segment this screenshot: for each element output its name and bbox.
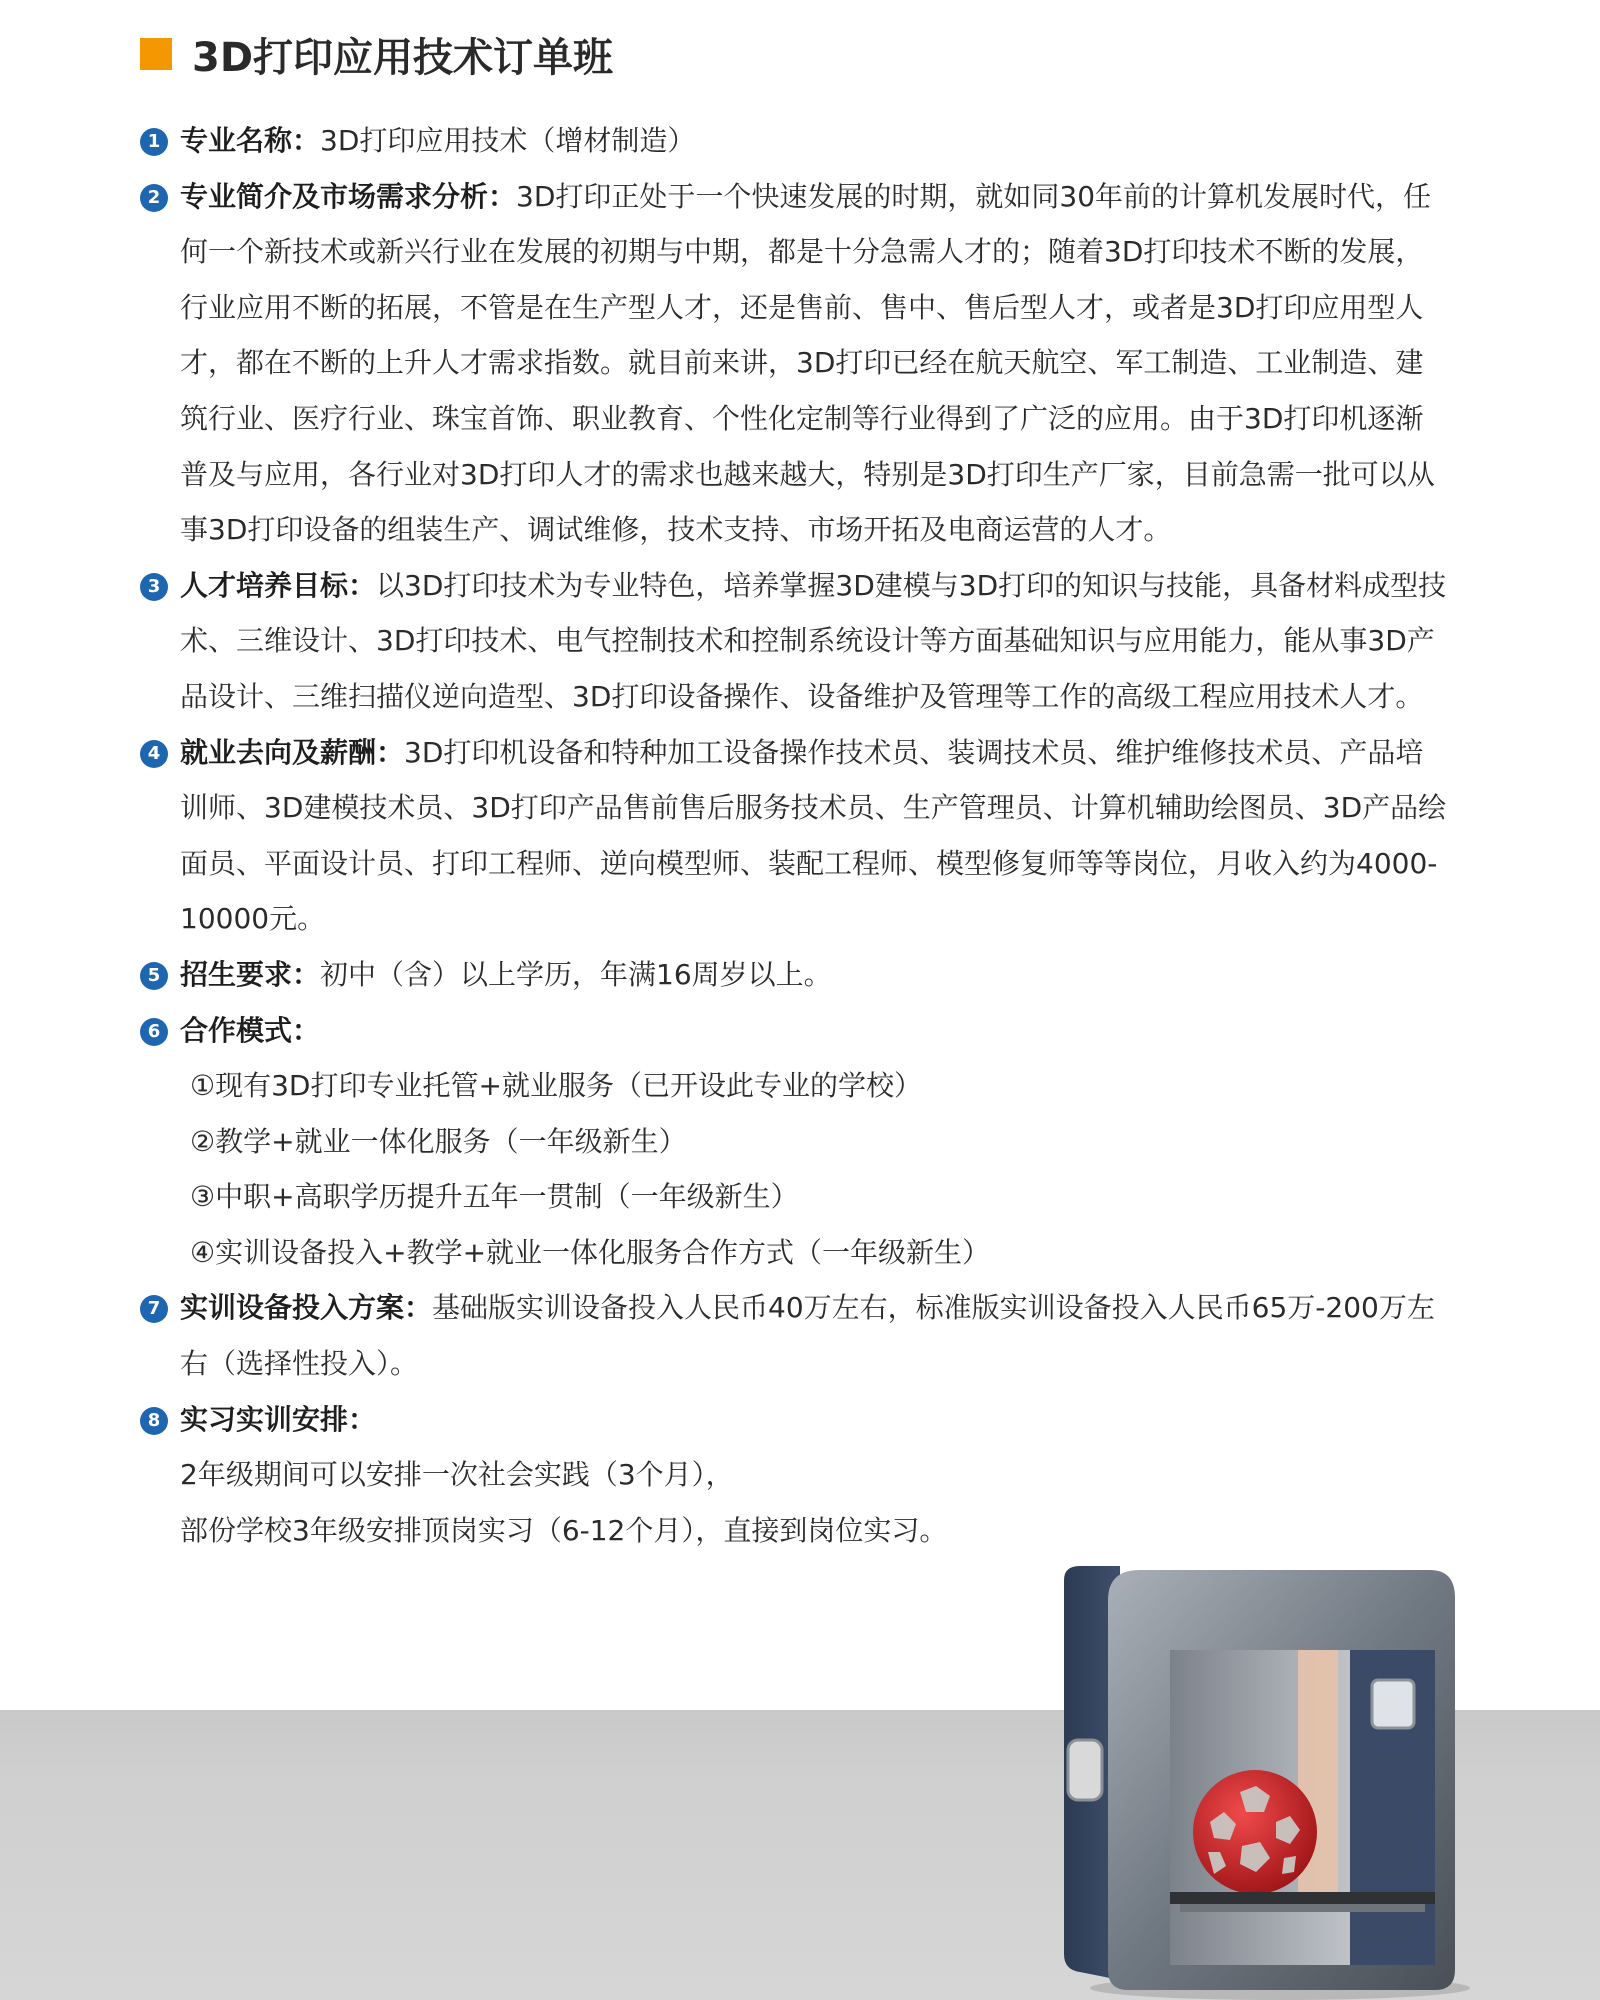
cooperation-mode-2: ②教学+就业一体化服务（一年级新生） — [190, 1124, 687, 1158]
section-label-4: 就业去向及薪酬： — [180, 735, 405, 769]
build-plate-base — [1180, 1904, 1425, 1912]
page-title: 3D打印应用技术订单班 — [192, 34, 614, 81]
cooperation-mode-1: ①现有3D打印专业托管+就业服务（已开设此专业的学校） — [190, 1069, 922, 1103]
internship-line-1: 2年级期间可以安排一次社会实践（3个月）， — [180, 1458, 734, 1492]
section-4 — [140, 725, 1450, 947]
section-text-2: 3D打印正处于一个快速发展的时期，就如同30年前的计算机发展时代，任何一个新技术或新兴行业在发展的初期与中期，都是十分急需人才的；随着3D打印技术不断的发展，行业应用不断的拓展，不管是在生产型人才，还是售前、售中、售后型人才，或者是3D打印应用型人才，都在不断的上升人才需求指数。就目前来讲，3D打印已经在航天航空、军工制造、工业制造、建筑行业、医疗行业、珠宝首饰、职业教育、个性化定制等行业得到了广泛的应用。由于3D打印机逐渐普及与应用，各行业对3D打印人才的需求也越来越大，特别是3D打印生产厂家，目前急需一批可以从事3D打印设备的组装生产、调试维修，技术支持、市场开拓及电商运营的人才。 — [180, 179, 1435, 547]
chamber-window — [1372, 1680, 1414, 1728]
title-row — [140, 26, 613, 82]
section-label-7: 实训设备投入方案： — [180, 1291, 433, 1325]
section-1 — [140, 113, 1450, 169]
section-label-5: 招生要求： — [180, 957, 321, 991]
section-text-1: 3D打印应用技术（增材制造） — [320, 124, 696, 157]
cooperation-mode-4: ④实训设备投入+教学+就业一体化服务合作方式（一年级新生） — [190, 1235, 991, 1269]
cooperation-mode-3: ③中职+高职学历提升五年一贯制（一年级新生） — [190, 1180, 799, 1214]
number-badge-3: 3 — [140, 573, 168, 601]
content — [140, 113, 1450, 1558]
section-text-3: 以3D打印技术为专业特色，培养掌握3D建模与3D打印的知识与技能，具备材料成型技术、三维设计、3D打印技术、电气控制技术和控制系统设计等方面基础知识与应用能力，能从事3D产品设计、三维扫描仪逆向造型、3D打印设备操作、设备维护及管理等工作的高级工程应用技术人才。 — [180, 568, 1447, 713]
section-label-3: 人才培养目标： — [180, 568, 377, 602]
number-badge-6: 6 — [140, 1018, 168, 1046]
section-text-5: 初中（含）以上学历，年满16周岁以上。 — [320, 957, 832, 991]
section-text-7: 基础版实训设备投入人民币40万左右，标准版实训设备投入人民币65万-200万左右（选择性投入）。 — [180, 1291, 1435, 1381]
number-badge-1: 1 — [140, 128, 168, 156]
section-label-1: 专业名称： — [180, 124, 321, 157]
section-7 — [140, 1280, 1450, 1391]
section-8 — [140, 1392, 1450, 1559]
build-plate — [1170, 1892, 1435, 1904]
title-marker-square — [140, 38, 172, 70]
number-badge-5: 5 — [140, 962, 168, 990]
number-badge-7: 7 — [140, 1295, 168, 1323]
internship-line-2: 部份学校3年级安排顶岗实习（6-12个月），直接到岗位实习。 — [180, 1513, 948, 1547]
section-2 — [140, 169, 1450, 558]
section-label-2: 专业简介及市场需求分析： — [180, 179, 517, 213]
side-handle — [1068, 1740, 1102, 1800]
section-6 — [140, 1003, 1450, 1281]
section-label-6: 合作模式： — [180, 1013, 321, 1047]
3d-printer-image — [1050, 1560, 1470, 2000]
section-3 — [140, 558, 1450, 725]
number-badge-4: 4 — [140, 740, 168, 768]
number-badge-8: 8 — [140, 1407, 168, 1435]
section-5 — [140, 947, 1450, 1003]
number-badge-2: 2 — [140, 184, 168, 212]
section-label-8: 实习实训安排： — [180, 1402, 377, 1436]
section-text-4: 3D打印机设备和特种加工设备操作技术员、装调技术员、维护维修技术员、产品培训师、3D建模技术员、3D打印产品售前售后服务技术员、生产管理员、计算机辅助绘图员、3D产品绘面员、平面设计员、打印工程师、逆向模型师、装配工程师、模型修复师等等岗位，月收入约为4000-10000元。 — [180, 735, 1447, 936]
